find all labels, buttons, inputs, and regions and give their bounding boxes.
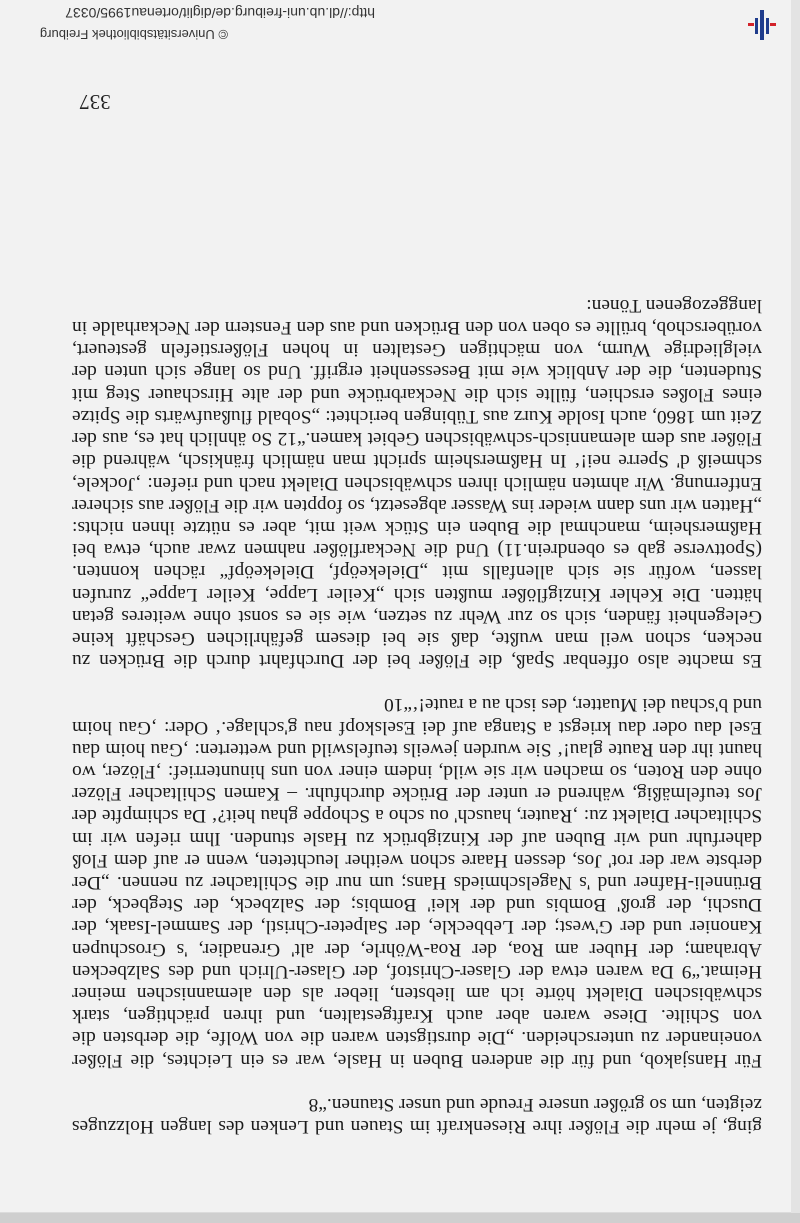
paragraph: Es machte also offenbar Spaß, die Flößer bei der Durchfahrt durch die Brücken zu necken, schon weil man wußte, daß sie bei diesem gefährlichen Geschäft keine Gelegenheit fänden, sich so zur Wehr zu setzen, wie sie es sonst ohne weiteres getan hätten. Die Kehler Kinzigflößer mußten sich „Keiler Lappe, Keiler Lappe“ zurufen lassen, wofür sie sich allenfalls mit „Dielekeöpf, Dielekeöpf“ rächen konnten. (Spottverse gab es obendrein.11) Und die Neckarflößer nahmen zwar auch, etwa bei Haßmersheim, manchmal die Buben ein Stück weit mit, aber es nützte ihnen nichts: „Hatten wir uns dann wieder ins Wasser abgesetzt, so foppten wir die Flößer aus sicherer Entfernung. Wir ahmten nämlich ihren schwäbischen Dialekt nach und riefen: ‚Jockele, schmeiß d' Sperre nei!‘ In Haßmersheim spricht man nämlich fränkisch, während die Flößer aus dem alemannisch-schwäbischen Gebiet kamen.“12 So ähnlich hat es, aus der Zeit um 1860, auch Isolde Kurz aus Tübingen berichtet: „Sobald flußaufwärts die Spitze eines Floßes erschien, füllte sich die Neckarbrücke und der alte Hirschauer Steg mit Studenten, die der Anblick wie mit Besessenheit ergriff. Und so lange sich unten der vielgliedrige Wurm, von mächtigen Gestalten in hohen Flößerstiefeln gesteuert, vorüberschob, brüllte es oben von den Brücken und aus den Fenstern der Neckarhalde in langgezogenen Tönen: [71,294,762,672]
page-footer [0,0,800,42]
vertical-scrollbar[interactable] [791,0,800,1213]
page-number: 337 [79,90,111,114]
copyright-notice: © Universitätsbibliothek Freiburg [39,27,228,42]
paragraph: Für Hansjakob, und für die anderen Buben in Hasle, war es ein Leichtes, die Flößer voneinander zu unterscheiden. „Die durstigsten waren die von Wolfe, die derbsten die von Schilte. Diese waren aber auch Kraftgestalten, und ihren prächtigen, stark schwäbischen Dialekt hörte ich am liebsten, lieber als den alemannischen meiner Heimat.“9 Da waren etwa der Glaser-Christof, der Glaser-Ulrich und des Salzbecken Abraham; der Huber am Roa, der Roa-Wöhrle, der alt' Grenadier, 's Groschupen Kanonier und der G'west; der Lebbeckle, der Salpeter-Christl, der Sammel-Isaak, der Duschi, der groß' Bombis und der klei' Bombis; der Salzbeck, der Stegbeck, der Brünneli-Hafner und 's Nagelschmieds Hans; um nur die Schiltacher zu nennen. „Der derbste war der rot' Jos, dessen Haare schon weither leuchteten, wenn er auf dem Floß daherfuhr und wir Buben auf der Kinzigbrück zu Hasle stunden. Ihm riefen wir im Schiltacher Dialekt zu: ‚Rauter, hausch' ou scho a Schoppe ghau heit?‘ Da schimpfte der Jos teufelmäßig, während er unter der Brücke durchfuhr. – Kamen Schiltacher Flözer ohne den Roten, so machen wir sie wild, indem einer von uns hinunterrief: ‚Flözer, wo haunt ihr den Raute glau!‘ Sie wurden jeweils teufelswild und wetterten: ‚Gau hoim dau Esel dau oder dau kriegst a Stanga auf dei Eselskopf nau g'schlage.‘ Oder: ‚Gau hoim und b'schau dei Muatter, des isch au a raute!‘“10 [72,694,762,1071]
ub-freiburg-logo-icon [744,2,780,40]
body-text [72,294,762,1137]
horizontal-scrollbar[interactable] [0,1213,800,1223]
source-url-link[interactable]: http://dl.ub.uni-freiburg.de/diglit/ortenau1995/0337 [65,5,375,21]
paragraph: ging, je mehr die Flößer ihre Riesenkraft im Stauen und Lenken des langen Holzzuges zeigten, um so größer unsere Freude und unser Staunen.“8 [72,1093,762,1137]
